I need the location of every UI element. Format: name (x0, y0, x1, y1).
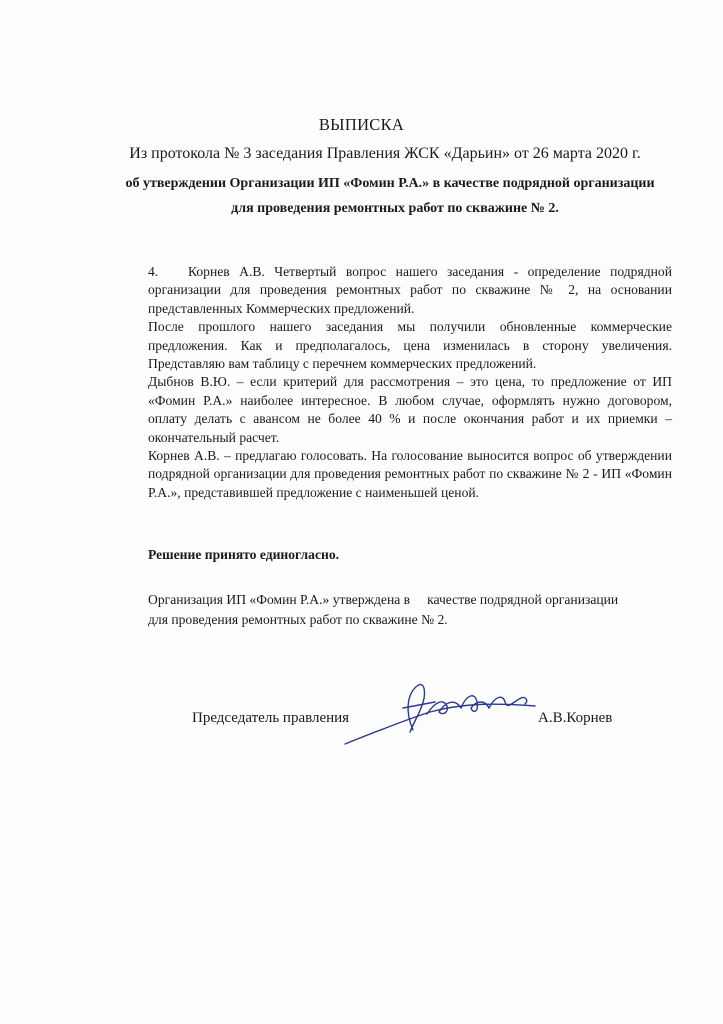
result-line-1: Организация ИП «Фомин Р.А.» утверждена в качестве подрядной организации (148, 592, 619, 607)
paragraph-1 (148, 263, 672, 318)
signature-icon (335, 672, 550, 752)
signer-role: Председатель правления (192, 710, 350, 726)
topic-line-2: для проведения ремонтных работ по скважине № 2. (231, 201, 559, 216)
paragraph-4: Корнев А.В. – предлагаю голосовать. На голосование выносится вопрос об утверждении подрядной организации для проведения ремонтных работ по скважине № 2 - ИП «Фомин Р.А.», представившей предложение с наименьшей ценой. (148, 448, 672, 500)
topic-line-1: об утверждении Организации ИП «Фомин Р.А.» в качестве подрядной организации (125, 176, 655, 191)
paragraph-2: После прошлого нашего заседания мы получили обновленные коммерческие предложения. Как и предполагалось, цена изменилась в сторону увеличения. Представляю вам таблицу с перечнем коммерческих предложений. (148, 319, 672, 372)
result-text (148, 590, 688, 630)
decision-heading: Решение принято единогласно. (148, 547, 340, 562)
document-subtitle: Из протокола № 3 заседания Правления ЖСК «Дарьин» от 26 марта 2020 г. (129, 145, 641, 162)
document-title: ВЫПИСКА (318, 115, 405, 134)
paragraph-1-text: Корнев А.В. Четвертый вопрос нашего заседания - определение подрядной организации для проведения ремонтных работ по скважине № 2, на основании представленных Коммерческих предложений. (148, 264, 672, 316)
item-number: 4. (148, 264, 159, 279)
signer-name: А.В.Корнев (538, 710, 613, 726)
paragraph-3: Дыбнов В.Ю. – если критерий для рассмотрения – это цена, то предложение от ИП «Фомин Р.А.» наиболее интересное. В любом случае, оформлять нужно договором, оплату делать с авансом не более 40 % и после окончания работ и их приемки – окончательный расчет. (148, 374, 672, 445)
result-line-2: для проведения ремонтных работ по скважине № 2. (148, 612, 448, 627)
protocol-body (148, 263, 672, 502)
